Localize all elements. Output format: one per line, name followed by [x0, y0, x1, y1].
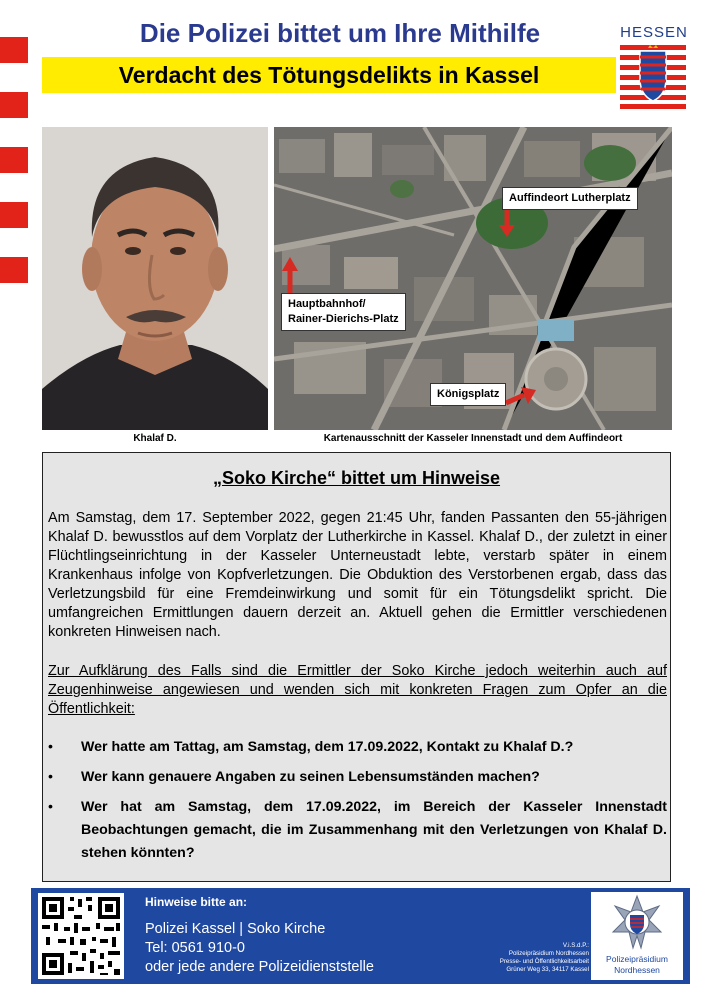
- police-emblem: [591, 892, 683, 980]
- question-item: [48, 736, 667, 759]
- decor-stripe: [0, 202, 28, 228]
- imprint-line: V.i.S.d.P.:: [562, 942, 589, 949]
- decor-stripe: [0, 147, 28, 173]
- imprint-line: Polizeipräsidium Nordhessen: [508, 950, 589, 957]
- imprint: [463, 942, 589, 974]
- imprint-line: Grüner Weg 33, 34117 Kassel: [506, 966, 589, 973]
- question-text: Wer kann genauere Angaben zu seinen Lebensumständen machen?: [81, 769, 540, 785]
- contact-alternative: oder jede andere Polizeidienststelle: [145, 959, 374, 975]
- bullet-icon: •: [48, 799, 53, 815]
- decor-stripe: [0, 37, 28, 63]
- question-item: [48, 796, 667, 865]
- question-text: Wer hat am Samstag, dem 17.09.2022, im Bereich der Kasseler Innenstadt Beobachtungen gemacht, die im Zusammenhang mit den Verletzungen von Khalaf D. stehen könnten?: [81, 799, 667, 861]
- contact-label: Hinweise bitte an:: [145, 895, 248, 909]
- map-caption: Kartenausschnitt der Kasseler Innenstadt und dem Auffindeort: [323, 433, 623, 444]
- appeal-intro: Zur Aufklärung des Falls sind die Ermittler der Soko Kirche jedoch weiterhin auch auf Zeugenhinweise angewiesen und wenden sich mit konkreten Fragen zum Opfer an die Öffentlichkeit:: [48, 663, 667, 717]
- case-description: Am Samstag, dem 17. September 2022, gegen 21:45 Uhr, fanden Passanten den 55-jährigen Khalaf D. bewusstlos auf dem Vorplatz der Lutherkirche in Kassel. Khalaf D., der zuletzt in einer Flüchtlingseinrichtung in der Kasseler Unterneustadt lebte, verstarb später in einem Krankenhaus infolge von Kopfverletzungen. Die Obduktion des Verstorbenen ergab, dass das Verletzungsbild für eine Fremdeinwirkung und somit für ein Tötungsdelikt spricht. Die umfangreichen Ermittlungen dauern derzeit an. Aktuell gehen die Ermittler verschiedenen konkreten Hinweisen nach.: [48, 510, 667, 640]
- map-label-koenigsplatz: Königsplatz: [430, 383, 506, 406]
- decor-stripe: [0, 92, 28, 118]
- subtitle-banner: [42, 57, 616, 93]
- contact-unit: Polizei Kassel | Soko Kirche: [145, 921, 326, 937]
- map-label-lutherplatz: Auffindeort Lutherplatz: [502, 187, 638, 210]
- map-label-hauptbahnhof-line2: Rainer-Dierichs-Platz: [288, 312, 399, 325]
- police-star-icon: [591, 892, 683, 952]
- contact-footer: [31, 888, 690, 984]
- map-label-hauptbahnhof-line1: Hauptbahnhof/: [288, 298, 366, 310]
- photo-caption: Khalaf D.: [133, 433, 177, 444]
- question-item: [48, 766, 667, 789]
- qr-code-icon[interactable]: [38, 893, 124, 979]
- bullet-icon: •: [48, 739, 53, 755]
- appeal-box: [42, 452, 671, 882]
- emblem-line2: Nordhessen: [614, 965, 660, 975]
- page-subtitle: Verdacht des Tötungsdelikts in Kassel: [118, 62, 540, 88]
- question-text: Wer hatte am Tattag, am Samstag, dem 17.09.2022, Kontakt zu Khalaf D.?: [81, 739, 574, 755]
- decor-stripe: [0, 257, 28, 283]
- victim-photo: [42, 127, 268, 430]
- hessen-wordmark: HESSEN: [620, 24, 688, 41]
- map-label-hauptbahnhof: [281, 293, 406, 331]
- emblem-line1: Polizeipräsidium: [606, 954, 668, 964]
- appeal-heading: „Soko Kirche“ bittet um Hinweise: [212, 468, 501, 488]
- hessen-coat-of-arms-icon: [620, 43, 686, 109]
- contact-phone[interactable]: Tel: 0561 910-0: [145, 940, 245, 956]
- imprint-line: Presse- und Öffentlichkeitsarbeit: [499, 958, 589, 965]
- bullet-icon: •: [48, 769, 53, 785]
- city-map: [274, 127, 672, 430]
- question-list: [48, 736, 667, 872]
- page-title: Die Polizei bittet um Ihre Mithilfe: [139, 18, 541, 48]
